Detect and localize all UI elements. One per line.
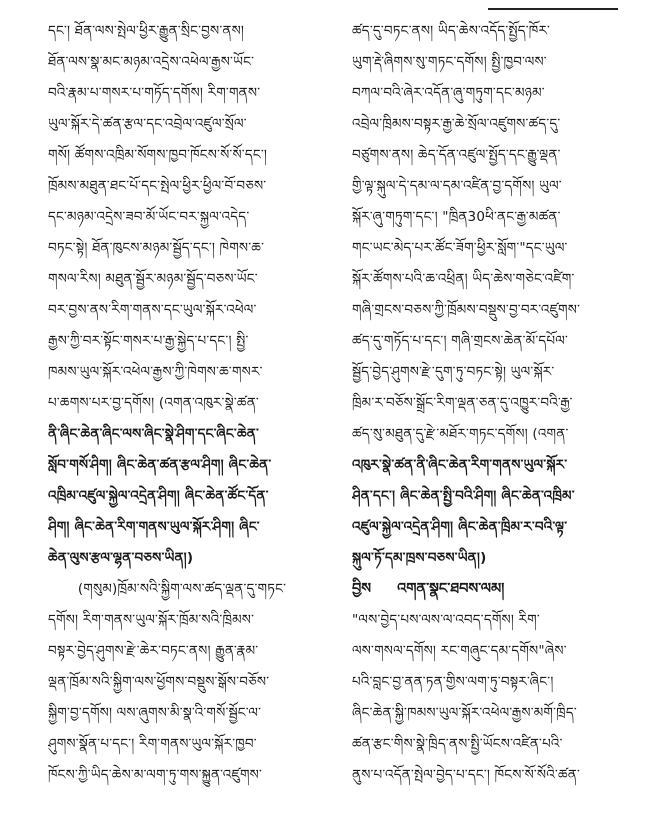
text-line: ཁྲོམས་མཐུན་ཐང་པོ་དང་སྤེལ་ཕྱིར་ཕྱིལ་བོ་བཅས་ — [48, 178, 267, 194]
text-line: པའི་བླང་བྱ་ནན་ཏན་གྱིས་ལག་ཏུ་བསྟར་ཞིང་། — [352, 674, 554, 690]
text-line: བཀལ་བའི་ཞེར་འདོན་ཞུ་གཏུག་དང་མཉམ་ — [352, 85, 545, 101]
bold-text-line: སློབ་གསོ་ཤིག། ཞིང་ཆེན་ཚན་རྩལ་ཤིག། ཞིང་ཆེན་ — [48, 457, 272, 473]
text-line: ལས་གསལ་དགོས། རང་གཞུང་དམ་དགོས"ཞེས་ — [352, 643, 567, 659]
right-column — [352, 16, 620, 791]
bold-text-line: ཆེན་ལུས་རྩལ་ལྷན་བཅས་ཡིན།) — [48, 550, 194, 566]
bold-text-line: འཁུར་སྣེ་ཚན་ནི་ཞིང་ཆེན་རིག་གནས་ཡུལ་སྐོར་ — [352, 457, 568, 473]
left-tail — [48, 605, 316, 791]
bold-text-line: ཤིག། ཞིང་ཆེན་རིག་གནས་ཡུལ་སྐོར་ཤིག། ཞིང་ — [48, 519, 260, 535]
text-line: གསལ་རིས། མཐུན་སྦྱོར་མཉམ་སྦྱོད་བཅས་ཡོང་ — [48, 271, 258, 287]
section-subheading: (གསུམ)ཁྲོམ་སའི་སྐྱིག་ལས་ཚད་ལྡན་དུ་གཏང་ — [77, 581, 287, 597]
text-line: གང་ཡང་མེད་པར་ཚོང་ཟོག་ཕྱིར་སློག་"དང་ཡུལ་ — [352, 240, 568, 256]
text-line: འབྲེལ་ཁྲིམས་བསྟར་རྒྱ་ཆེ་སྲོལ་འཛུགས་ཚད་དུ་ — [352, 116, 561, 132]
text-line: སྐོར་ཚོགས་པའི་ཆ་འཕྲིན། ཡིད་ཆེས་གཅེང་འཛིག་ — [352, 271, 575, 287]
text-line: ནུས་པ་འདོན་སྤེལ་བྱེད་པ་དང་། ཁོངས་སོ་སོའི་ཚན་ — [352, 767, 581, 783]
left-body — [48, 16, 316, 419]
header-rule — [488, 8, 618, 10]
text-line: དང་། ཐོན་ལས་སྤེལ་ཕྱིར་རྒྱུན་སྲིང་བྱས་ནས། — [48, 23, 245, 39]
bold-text-line: ནི་ཞིང་ཆེན་ཞིང་ལས་ཞིང་སྣེ་ཤིག་དང་ཞིང་ཆེན་ — [48, 426, 260, 442]
text-line: ཡུལ་སྐོར་དེ་ཚན་རྩལ་དང་འབྲེལ་འཛུལ་སྲོལ་ — [48, 116, 247, 132]
text-line: ཁྲིམ་ར་བཅོས་སྒྲོང་རིག་ལྡན་ཅན་དུ་འཁྱུར་བའི་རྒྱ་ — [352, 395, 573, 411]
text-line: ཐོན་ལས་སྣ་མང་མཉམ་འདྲེས་འཕེལ་རྒྱས་ཡོང་ — [48, 54, 255, 70]
text-line: ཞིང་ཆེན་སྐྱི་ཁམས་ཡུལ་སྐོར་འཕེལ་རྒྱས་མགོ་ཁྲིད་ — [352, 705, 577, 721]
text-line: བསྟར་བྱེད་ཤུགས་རྫེ་ཆེར་བཏང་ནས། རྒྱུན་རྣམ་ — [48, 643, 259, 659]
text-line: བའི་རྣམ་པ་གསར་པ་གཏོད་དགོས། རིག་གནས་ — [48, 85, 261, 101]
text-line: ཚད་དུ་བཏང་ནས། ཡིད་ཆེས་འདོད་སྤྱོད་ཁོར་ — [352, 23, 551, 39]
text-line: གཞི་གྲངས་བཅས་ཀྱི་ཁྲོམས་བསྡུས་བྱ་བར་འཛུགས་ — [352, 302, 581, 318]
text-line: གསོ། ཚོགས་འཁྲིམ་སོགས་ཁྱབ་ཁོངས་སོ་སོ་དང་། — [48, 147, 268, 163]
text-line: ཚད་དུ་གཏོད་པ་དང་། གཞི་གྲངས་ཆེན་མོ་དཔོལ་ — [352, 333, 568, 349]
text-line: ཤུགས་སྣོན་པ་དང་། རིག་གནས་ཡུལ་སྐོར་ཁྱབ་ — [48, 736, 257, 752]
section-number: བྱིས — [352, 581, 372, 597]
text-line: གྱི་ལྟ་སྐུལ་དེ་དམ་ལ་དམ་འཛིན་བྱ་དགོས། ཡུལ་ — [352, 178, 562, 194]
bold-text-line: ཤིན་དང་། ཞིང་ཆེན་སྤྱི་བའི་ཤིག། ཞིང་ཆེན་འཁྲིམ་ — [352, 488, 575, 504]
text-line: ཚན་རྩང་གིས་སྣེ་ཁྲིད་ནས་སྤྱི་ཡོངས་འཛིན་པའི་ — [352, 736, 563, 752]
right-body — [352, 16, 620, 450]
text-line: ཁོངས་ཀྱི་ཡིད་ཆེས་མ་ལག་ཏུ་གས་སྐྱུན་འཛུགས་ — [48, 767, 262, 783]
text-line: དགོས། རིག་གནས་ཡུལ་སྐོར་ཁྲོམ་སའི་ཁྲིམས་ — [48, 612, 255, 628]
bold-text-line: སྐུལ་ཏོ་དམ་ཁྲས་བཅས་ཡིན།) — [352, 550, 487, 566]
text-line: བཏང་སྟེ། ཐོན་ཁུངས་མཉམ་སྦྱོད་དང་། ཁེགས་ཆ་ — [48, 240, 265, 256]
section-title: འགན་སྣང་ཐབས་ལམ། — [397, 581, 505, 597]
text-line: སྐོར་ཞུ་གཏུག་དང་། "ཁྲིན30ཕི་ནང་རྒྱ་མཚན་ — [352, 209, 561, 225]
text-line: རྒྱས་ཀྱི་བར་སྟོང་གསར་པ་རྒྱ་སྐྱེད་པ་དང་། སྤྱི་ — [48, 333, 249, 349]
text-line: ཡུག་རྡེ་ཞིགས་སུ་གཏང་དགོས། སྤྱི་ཁྱབ་ལས་ — [352, 54, 547, 70]
text-line: སྦྱོད་བྱེད་ཤུགས་རྫེ་དུག་ཏུ་བཏང་སྟེ། ཡུལ་སྐོར་ — [352, 364, 555, 380]
section-heading — [352, 574, 620, 605]
text-line: བར་བྱས་ནས་རིག་གནས་དང་ཡུལ་སྐོར་འཕེལ་ — [48, 302, 257, 318]
text-line: བཙུགས་ནས། ཆེད་དོན་འཛུལ་སྤྱོད་དང་རྒྱུ་ལྡན་ — [352, 147, 561, 163]
text-line: སྐྱིག་བྱ་དགོས། ལས་ཞུགས་མི་སྣ་འི་གསོ་སྦྱོང་ལ་ — [48, 705, 262, 721]
left-column — [48, 16, 316, 791]
text-line: ལྡན་ཁྲོམ་སའི་སྐྱིག་ལས་ཕྱོགས་བསྡུས་སྒོས་བཅོས་ — [48, 674, 270, 690]
text-line: པ་ཆགས་པར་བྱ་དགོས། (འགན་འཁུར་སྣེ་ཚན་ — [48, 395, 259, 411]
text-line: ཚད་སུ་མཐུན་དུ་རྫེ་མཐོར་གཏང་དགོས། (འགན་ — [352, 426, 569, 442]
right-tail — [352, 605, 620, 791]
bold-text-line: འཁྲིམ་འཛུལ་སྐྱེལ་འདྲེན་ཤིག། ཞིང་ཆེན་ཚོང་དོན་ — [48, 488, 269, 504]
header-bar — [0, 0, 660, 14]
text-line: ཁམས་ཡུལ་སྐོར་འཕེལ་རྒྱས་ཀྱི་ཁེགས་ཆ་གསར་ — [48, 364, 263, 380]
left-bold-note — [48, 419, 316, 574]
text-line: དང་མཉམ་འདྲེས་ཟབ་མོ་ཡོང་བར་སྐྱལ་འདེད་ — [48, 209, 250, 225]
document-page — [48, 16, 620, 838]
right-bold-note — [352, 450, 620, 574]
text-line: "ལས་བྱེད་པས་ལས་ལ་འབད་དགོས། རིག་ — [352, 612, 540, 628]
bold-text-line: འཛུལ་སྐྱེལ་འདྲེན་ཤིག། ཞིང་ཆེན་ཁྲིམ་ར་བའི་ལྟ་ — [352, 519, 568, 535]
